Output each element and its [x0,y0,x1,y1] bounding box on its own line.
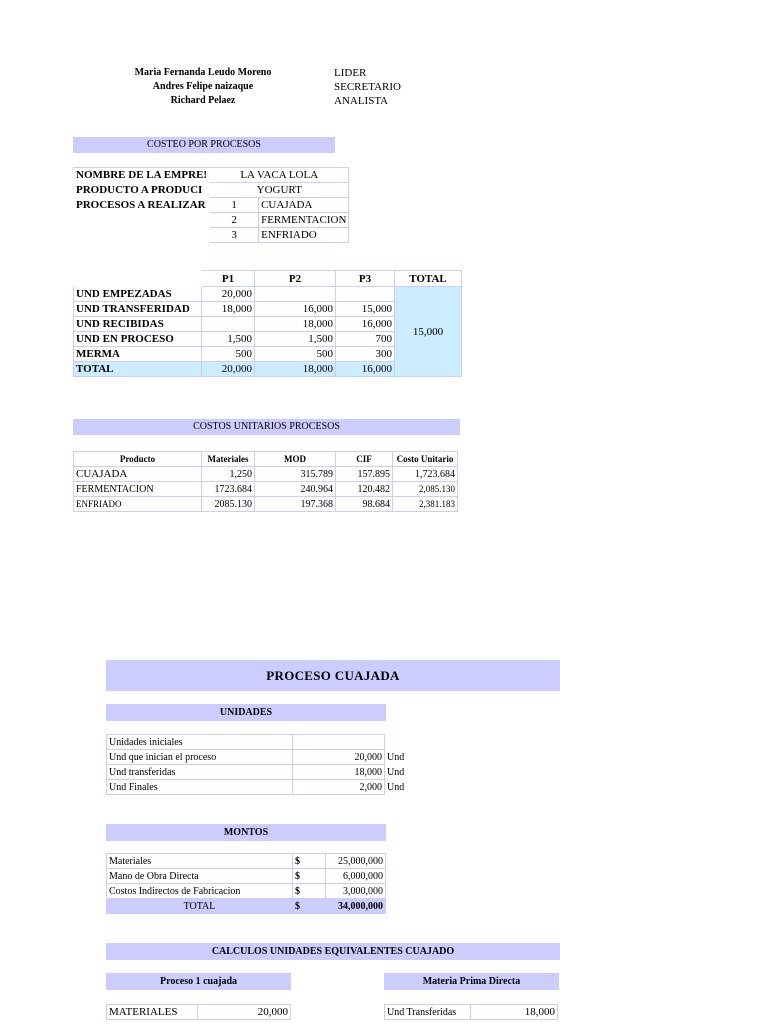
units-cell: 20,000 [202,287,255,302]
montos-value: 25,000,000 [326,854,386,869]
proceso-name: CUAJADA [259,198,349,213]
units-header: P1 [202,271,255,287]
units-cell: 500 [255,347,336,362]
unitarios-cell: 98.684 [336,497,393,512]
member-name: Maria Fernanda Leudo Moreno [134,67,272,78]
team-names [118,66,288,108]
unitarios-title: COSTOS UNITARIOS PROCESOS [73,419,460,435]
unitarios-header: Producto [74,452,202,467]
proceso1-value: 20,000 [198,1005,291,1020]
mpd-table [384,1004,558,1020]
unidades-unit: Und [387,751,405,763]
units-cell: 18,000 [202,302,255,317]
unitarios-cell: 1,250 [202,467,255,482]
units-cell: 16,000 [336,362,395,377]
calculos-title: CALCULOS UNIDADES EQUIVALENTES CUAJADO [106,943,560,960]
proceso1-label: MATERIALES [107,1005,198,1020]
montos-table [106,853,386,914]
units-cell: 16,000 [336,317,395,332]
mpd-title: Materia Prima Directa [384,973,559,990]
unidades-label: Und Finales [107,780,293,795]
costeo-title: COSTEO POR PROCESOS [73,137,335,153]
units-cell: 18,000 [255,362,336,377]
unidades-unit [385,735,420,750]
units-row-label: UND EMPEZADAS [74,287,202,302]
unitarios-cell: 2,085.130 [393,482,458,497]
mpd-value: 18,000 [471,1005,558,1020]
montos-currency: $ [293,854,326,869]
units-cell: 700 [336,332,395,347]
unitarios-producto: FERMENTACION [74,482,202,497]
empresa-label: NOMBRE DE LA EMPRE! [74,168,210,183]
units-total-value: 15,000 [395,287,462,377]
montos-currency: $ [293,869,326,884]
units-cell: 1,500 [202,332,255,347]
montos-total-currency: $ [293,899,326,914]
unidades-value: 20,000 [293,750,385,765]
unitarios-header: Materiales [202,452,255,467]
unitarios-cell: 1,723.684 [393,467,458,482]
units-row-label: UND TRANSFERIDAD [74,302,202,317]
montos-value: 3,000,000 [326,884,386,899]
unitarios-table [73,451,458,512]
procesos-label: PROCESOS A REALIZAR [76,199,206,211]
montos-currency: $ [293,884,326,899]
unitarios-header: Costo Unitario [393,452,458,467]
units-row-label: TOTAL [74,362,202,377]
member-role: SECRETARIO [334,81,401,93]
producto-label: PRODUCTO A PRODUCI [76,184,203,196]
member-name: Andres Felipe naizaque [152,81,254,92]
unidades-label: Unidades iniciales [107,735,293,750]
cuajada-title: PROCESO CUAJADA [106,660,560,691]
producto-value: YOGURT [210,183,349,198]
units-table [73,270,462,377]
unidades-unit: Und [387,766,405,778]
unitarios-cell: 120.482 [336,482,393,497]
units-cell: 300 [336,347,395,362]
proceso-name: FERMENTACION [259,213,349,228]
units-cell: 500 [202,347,255,362]
units-row-label: MERMA [74,347,202,362]
units-header: P2 [255,271,336,287]
unitarios-cell: 197.368 [255,497,336,512]
proceso-num: 2 [210,213,259,228]
montos-label: Mano de Obra Directa [107,869,293,884]
member-role: ANALISTA [334,95,389,107]
units-cell [336,287,395,302]
company-info-table [73,167,349,243]
montos-label: Materiales [107,854,293,869]
montos-total-value: 34,000,000 [326,899,386,914]
proceso1-title: Proceso 1 cuajada [106,973,291,990]
units-header: P3 [336,271,395,287]
unitarios-cell: 1723.684 [202,482,255,497]
proceso-num: 1 [210,198,259,213]
unidades-title: UNIDADES [106,704,386,721]
mpd-label: Und Transferidas [385,1005,471,1020]
units-row-label: UND RECIBIDAS [74,317,202,332]
units-cell: 18,000 [255,317,336,332]
proceso-num: 3 [210,228,259,243]
team-roles [334,66,401,108]
units-row-label: UND EN PROCESO [74,332,202,347]
unitarios-header: MOD [255,452,336,467]
unidades-value: 2,000 [293,780,385,795]
unitarios-cell: 315.789 [255,467,336,482]
empresa-value: LA VACA LOLA [210,168,349,183]
proceso1-table [106,1004,291,1020]
unitarios-producto: CUAJADA [74,467,202,482]
unidades-value [293,735,385,750]
montos-label: Costos Indirectos de Fabricacion [107,884,293,899]
unidades-unit: Und [387,781,405,793]
units-header: TOTAL [395,271,462,287]
proceso-name: ENFRIADO [259,228,349,243]
units-cell [255,287,336,302]
montos-total-label: TOTAL [107,899,293,914]
unitarios-cell: 240.964 [255,482,336,497]
units-cell: 1,500 [255,332,336,347]
member-role: LIDER [334,67,367,79]
unitarios-cell: 2085.130 [202,497,255,512]
unitarios-producto: ENFRIADO [74,497,202,512]
units-cell: 20,000 [202,362,255,377]
member-name: Richard Pelaez [170,95,236,106]
units-cell: 15,000 [336,302,395,317]
unitarios-cell: 2,381.183 [393,497,458,512]
unitarios-cell: 157.895 [336,467,393,482]
units-cell [202,317,255,332]
montos-value: 6,000,000 [326,869,386,884]
unidades-table [106,734,420,795]
unidades-value: 18,000 [293,765,385,780]
unitarios-header: CIF [336,452,393,467]
montos-title: MONTOS [106,824,386,841]
unidades-label: Und transferidas [107,765,293,780]
units-cell: 16,000 [255,302,336,317]
unidades-label: Und que inician el proceso [107,750,293,765]
